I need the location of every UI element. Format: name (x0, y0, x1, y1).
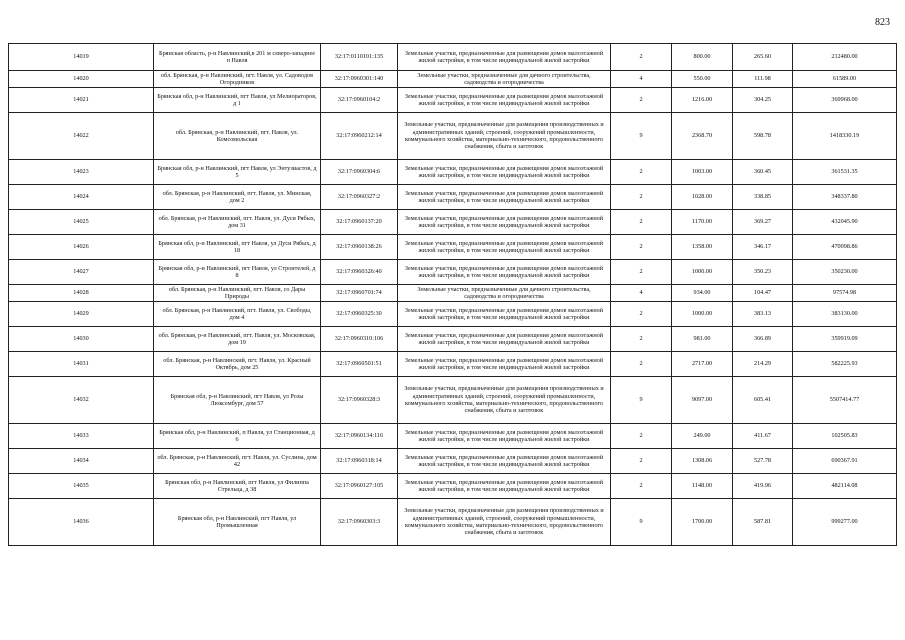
table-row (9, 474, 897, 499)
land-use-description-cell: Земельные участки, предназначенные для размещения домов малоэтажной жилой застройки, в том числе индивидуальной жилой застройки (398, 302, 611, 327)
land-use-description-cell: Земельные участки, предназначенные для размещения домов малоэтажной жилой застройки, в том числе индивидуальной жилой застройки (398, 474, 611, 499)
cadastral-value-cell: 348337.80 (793, 185, 897, 210)
area-cell: 1028.00 (672, 185, 733, 210)
table-row (9, 88, 897, 113)
row-number: 14026 (9, 235, 154, 260)
specific-value-cell: 338.85 (733, 185, 793, 210)
land-use-description-cell: Земельные участки, предназначенные для размещения производственных и административных зданий, строений, сооружений промышленности, коммунального хозяйства, материально-технического, продовольственного снабжения, сбыта и заготовок (398, 377, 611, 424)
row-number: 14022 (9, 113, 154, 160)
land-use-group-cell: 2 (611, 235, 672, 260)
specific-value-cell: 214.29 (733, 352, 793, 377)
land-use-description-cell: Земельные участки, предназначенные для размещения домов малоэтажной жилой застройки, в том числе индивидуальной жилой застройки (398, 260, 611, 285)
row-number: 14036 (9, 499, 154, 546)
table-row (9, 160, 897, 185)
table-row (9, 235, 897, 260)
table-row (9, 44, 897, 71)
address-cell: Брянская область, р-н Навлинский,в 201 м северо-западнее п Навля (154, 44, 321, 71)
address-cell: обл. Брянская, р-н Навлинский, пгт. Навля, ул. Свободы, дом 4 (154, 302, 321, 327)
land-use-description-cell: Земельные участки, предназначенные для дачного строительства, садоводства и огородничества (398, 285, 611, 302)
address-cell: Брянская обл, р-н Навлинский, пгт Навля, ул Энтузиастов, д 5 (154, 160, 321, 185)
address-cell: Брянская обл, р-н Навлинский, п Навля, ул Станционная, д 6 (154, 424, 321, 449)
table-row (9, 285, 897, 302)
cadastral-number-cell: 32:17:0960327:2 (321, 185, 398, 210)
specific-value-cell: 369.27 (733, 210, 793, 235)
row-number: 14020 (9, 71, 154, 88)
cadastral-number-cell: 32:17:0960301:140 (321, 71, 398, 88)
specific-value-cell: 527.78 (733, 449, 793, 474)
cadastral-value-cell: 1418330.19 (793, 113, 897, 160)
row-number: 14035 (9, 474, 154, 499)
address-cell: обл. Брянская, р-н Навлинский, пгт. Навля, ул. Дуси Рябых, дом 31 (154, 210, 321, 235)
cadastral-number-cell: 32:17:0960137:20 (321, 210, 398, 235)
specific-value-cell: 383.13 (733, 302, 793, 327)
land-use-group-cell: 2 (611, 327, 672, 352)
area-cell: 934.00 (672, 285, 733, 302)
area-cell: 249.00 (672, 424, 733, 449)
land-use-group-cell: 9 (611, 113, 672, 160)
table-row (9, 377, 897, 424)
area-cell: 2717.00 (672, 352, 733, 377)
land-use-group-cell: 2 (611, 352, 672, 377)
address-cell: Брянская обл, р-н Навлинский, пгт Навля, ул Мелиораторов, д 1 (154, 88, 321, 113)
cadastral-number-cell: 32:17:0960127:105 (321, 474, 398, 499)
specific-value-cell: 346.17 (733, 235, 793, 260)
area-cell: 800.00 (672, 44, 733, 71)
area-cell: 1148.00 (672, 474, 733, 499)
row-number: 14028 (9, 285, 154, 302)
specific-value-cell: 265.60 (733, 44, 793, 71)
cadastral-value-cell: 102505.83 (793, 424, 897, 449)
cadastral-number-cell: 32:17:0960318:14 (321, 449, 398, 474)
row-number: 14031 (9, 352, 154, 377)
table-row (9, 113, 897, 160)
land-use-group-cell: 2 (611, 260, 672, 285)
address-cell: Брянская обл, р-н Навлинский, пгт Навля, ул Промышленная (154, 499, 321, 546)
table-row (9, 424, 897, 449)
cadastral-number-cell: 32:17:0960304:6 (321, 160, 398, 185)
land-use-description-cell: Земельные участки, предназначенные для размещения производственных и административных зданий, строений, сооружений промышленности, коммунального хозяйства, материально-технического, продовольственного снабжения, сбыта и заготовок (398, 499, 611, 546)
address-cell: Брянская обл, р-н Навлинский, пгт Навля, ул Дуси Рябых, д 18 (154, 235, 321, 260)
specific-value-cell: 598.78 (733, 113, 793, 160)
page-number: 823 (875, 17, 890, 28)
cadastral-number-cell: 32:17:0960501:51 (321, 352, 398, 377)
specific-value-cell: 111.98 (733, 71, 793, 88)
cadastral-value-cell: 5507414.77 (793, 377, 897, 424)
cadastral-number-cell: 32:17:0960310:106 (321, 327, 398, 352)
address-cell: обл. Брянская, р-н Навлинский, пгт. Навля, ул. Садоводов Огородников (154, 71, 321, 88)
table-row (9, 260, 897, 285)
cadastral-value-cell: 470098.86 (793, 235, 897, 260)
cadastral-value-cell: 999277.00 (793, 499, 897, 546)
row-number: 14033 (9, 424, 154, 449)
land-use-group-cell: 4 (611, 71, 672, 88)
specific-value-cell: 360.45 (733, 160, 793, 185)
specific-value-cell: 605.41 (733, 377, 793, 424)
row-number: 14032 (9, 377, 154, 424)
table-body (9, 44, 897, 546)
cadastral-value-cell: 432045.90 (793, 210, 897, 235)
land-use-group-cell: 9 (611, 499, 672, 546)
area-cell: 1216.00 (672, 88, 733, 113)
specific-value-cell: 419.96 (733, 474, 793, 499)
cadastral-value-cell: 582225.93 (793, 352, 897, 377)
address-cell: Брянская обл, р-н Навлинский, пгт Навля, ул Розы Люксембург, дом 57 (154, 377, 321, 424)
address-cell: Брянская обл, р-н Навлинский, пгт Навля, ул Строителей, д 8 (154, 260, 321, 285)
land-use-description-cell: Земельные участки, предназначенные для размещения домов малоэтажной жилой застройки, в том числе индивидуальной жилой застройки (398, 88, 611, 113)
cadastral-value-cell: 690367.91 (793, 449, 897, 474)
row-number: 14034 (9, 449, 154, 474)
cadastral-number-cell: 32:17:0960326:40 (321, 260, 398, 285)
land-use-group-cell: 4 (611, 285, 672, 302)
table-row (9, 449, 897, 474)
land-use-group-cell: 9 (611, 377, 672, 424)
specific-value-cell: 104.47 (733, 285, 793, 302)
cadastral-value-cell: 482114.08 (793, 474, 897, 499)
specific-value-cell: 587.81 (733, 499, 793, 546)
row-number: 14025 (9, 210, 154, 235)
land-use-description-cell: Земельные участки, предназначенные для размещения производственных и административных зданий, строений, сооружений промышленности, коммунального хозяйства, материально-технического, продовольственного снабжения, сбыта и заготовок (398, 113, 611, 160)
land-use-group-cell: 2 (611, 449, 672, 474)
cadastral-number-cell: 32:17:0110101:135 (321, 44, 398, 71)
land-use-description-cell: Земельные участки, предназначенные для дачного строительства, садоводства и огородничества (398, 71, 611, 88)
land-use-group-cell: 2 (611, 424, 672, 449)
land-use-group-cell: 2 (611, 302, 672, 327)
land-use-description-cell: Земельные участки, предназначенные для размещения домов малоэтажной жилой застройки, в том числе индивидуальной жилой застройки (398, 449, 611, 474)
address-cell: обл. Брянская, р-н Навлинский, пгт. Навля, ул. Московская, дом 19 (154, 327, 321, 352)
land-use-group-cell: 2 (611, 210, 672, 235)
land-use-description-cell: Земельные участки, предназначенные для размещения домов малоэтажной жилой застройки, в том числе индивидуальной жилой застройки (398, 210, 611, 235)
table-row (9, 352, 897, 377)
address-cell: обл. Брянская, р-н Навлинский, пгт. Навля, ул. Комсомольская (154, 113, 321, 160)
cadastral-value-cell: 359919.09 (793, 327, 897, 352)
row-number: 14027 (9, 260, 154, 285)
land-use-description-cell: Земельные участки, предназначенные для размещения домов малоэтажной жилой застройки, в том числе индивидуальной жилой застройки (398, 185, 611, 210)
cadastral-number-cell: 32:17:0960104:2 (321, 88, 398, 113)
cadastral-value-cell: 212480.00 (793, 44, 897, 71)
land-use-group-cell: 2 (611, 474, 672, 499)
address-cell: обл. Брянская, р-н Навлинский, пгт. Навля, со Дары Природы (154, 285, 321, 302)
address-cell: Брянская обл, р-н Навлинский, пгт Навля, ул Филиппа Стрельца, д 38 (154, 474, 321, 499)
land-use-group-cell: 2 (611, 88, 672, 113)
specific-value-cell: 411.67 (733, 424, 793, 449)
specific-value-cell: 304.25 (733, 88, 793, 113)
cadastral-value-cell: 97574.98 (793, 285, 897, 302)
land-use-description-cell: Земельные участки, предназначенные для размещения домов малоэтажной жилой застройки, в том числе индивидуальной жилой застройки (398, 44, 611, 71)
row-number: 14030 (9, 327, 154, 352)
cadastral-number-cell: 32:17:0960212:14 (321, 113, 398, 160)
area-cell: 1700.00 (672, 499, 733, 546)
table-row (9, 71, 897, 88)
area-cell: 1170.00 (672, 210, 733, 235)
table-row (9, 210, 897, 235)
area-cell: 1358.00 (672, 235, 733, 260)
cadastral-number-cell: 32:17:0960325:30 (321, 302, 398, 327)
specific-value-cell: 366.89 (733, 327, 793, 352)
area-cell: 981.00 (672, 327, 733, 352)
cadastral-value-cell: 361531.35 (793, 160, 897, 185)
cadastral-value-cell: 350230.00 (793, 260, 897, 285)
table-row (9, 302, 897, 327)
land-use-group-cell: 2 (611, 185, 672, 210)
land-use-description-cell: Земельные участки, предназначенные для размещения домов малоэтажной жилой застройки, в том числе индивидуальной жилой застройки (398, 424, 611, 449)
land-use-description-cell: Земельные участки, предназначенные для размещения домов малоэтажной жилой застройки, в том числе индивидуальной жилой застройки (398, 327, 611, 352)
cadastral-number-cell: 32:17:0960701:74 (321, 285, 398, 302)
address-cell: обл. Брянская, р-н Навлинский, пгт. Навля, ул. Красный Октябрь, дом 25 (154, 352, 321, 377)
cadastral-value-cell: 369968.00 (793, 88, 897, 113)
row-number: 14023 (9, 160, 154, 185)
address-cell: обл. Брянская, р-н Навлинский, пгт. Навля, ул. Минская, дом 2 (154, 185, 321, 210)
cadastral-value-cell: 383130.00 (793, 302, 897, 327)
land-use-description-cell: Земельные участки, предназначенные для размещения домов малоэтажной жилой застройки, в том числе индивидуальной жилой застройки (398, 235, 611, 260)
cadastral-number-cell: 32:17:0960138:26 (321, 235, 398, 260)
land-use-description-cell: Земельные участки, предназначенные для размещения домов малоэтажной жилой застройки, в том числе индивидуальной жилой застройки (398, 160, 611, 185)
table-row (9, 499, 897, 546)
area-cell: 1308.06 (672, 449, 733, 474)
land-use-description-cell: Земельные участки, предназначенные для размещения домов малоэтажной жилой застройки, в том числе индивидуальной жилой застройки (398, 352, 611, 377)
cadastral-number-cell: 32:17:0960328:3 (321, 377, 398, 424)
table-row (9, 185, 897, 210)
table-row (9, 327, 897, 352)
area-cell: 1003.00 (672, 160, 733, 185)
area-cell: 9097.00 (672, 377, 733, 424)
address-cell: обл. Брянская, р-н Навлинский, пгт. Навля, ул. Суслина, дом 42 (154, 449, 321, 474)
land-use-group-cell: 2 (611, 160, 672, 185)
area-cell: 1000.00 (672, 260, 733, 285)
area-cell: 1000.00 (672, 302, 733, 327)
cadastral-value-table (8, 43, 897, 546)
row-number: 14021 (9, 88, 154, 113)
row-number: 14029 (9, 302, 154, 327)
row-number: 14024 (9, 185, 154, 210)
cadastral-value-cell: 61589.00 (793, 71, 897, 88)
land-use-group-cell: 2 (611, 44, 672, 71)
cadastral-number-cell: 32:17:0960134:116 (321, 424, 398, 449)
area-cell: 2368.70 (672, 113, 733, 160)
cadastral-number-cell: 32:17:0960303:3 (321, 499, 398, 546)
specific-value-cell: 350.23 (733, 260, 793, 285)
row-number: 14019 (9, 44, 154, 71)
area-cell: 550.00 (672, 71, 733, 88)
